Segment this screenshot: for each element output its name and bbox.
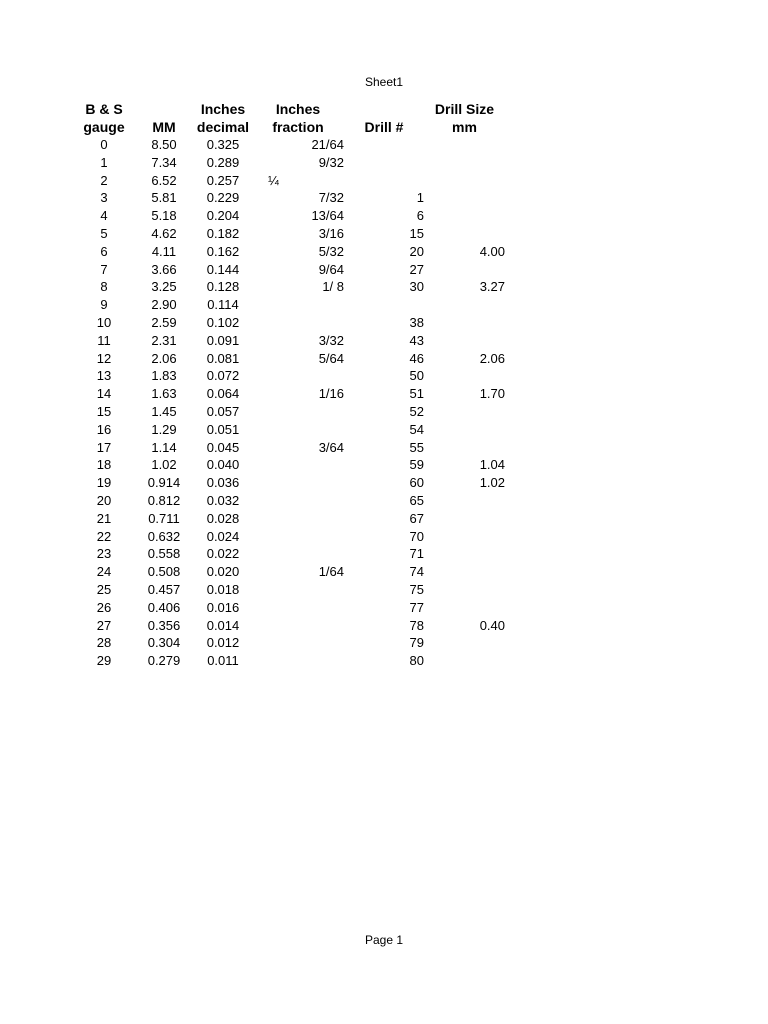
cell-gauge: 16 — [96, 421, 112, 437]
cell-decimal: 0.072 — [206, 368, 240, 384]
table-row — [74, 172, 505, 190]
cell-drill: 6 — [416, 208, 424, 224]
cell-drill-size — [424, 403, 505, 421]
cell-drill-size — [424, 136, 505, 154]
cell-mm: 6.52 — [151, 172, 177, 188]
table-row — [74, 617, 505, 635]
cell-gauge: 25 — [96, 581, 112, 597]
cell-mm: 0.457 — [147, 581, 181, 597]
cell-mm: 1.29 — [151, 421, 177, 437]
cell-fraction: 3/32 — [318, 332, 344, 348]
header-gauge-line2: gauge — [83, 119, 125, 135]
cell-mm: 3.66 — [151, 261, 177, 277]
header-fraction-line2: fraction — [272, 119, 324, 135]
cell-fraction — [252, 617, 344, 635]
cell-gauge: 19 — [96, 475, 112, 491]
cell-mm: 0.914 — [147, 475, 181, 491]
cell-drill: 78 — [409, 617, 424, 633]
cell-fraction — [252, 474, 344, 492]
table-row — [74, 492, 505, 510]
cell-fraction: 3/64 — [318, 439, 344, 455]
cell-fraction: 9/64 — [318, 261, 344, 277]
table-row — [74, 385, 505, 403]
cell-decimal: 0.032 — [206, 492, 240, 508]
cell-drill-size: 1.02 — [479, 475, 505, 491]
cell-drill: 74 — [409, 564, 424, 580]
cell-fraction: ¼ — [268, 172, 279, 188]
cell-drill: 77 — [409, 599, 424, 615]
cell-decimal: 0.012 — [206, 635, 240, 651]
cell-decimal: 0.028 — [206, 510, 240, 526]
cell-drill: 46 — [409, 350, 424, 366]
cell-decimal: 0.024 — [206, 528, 240, 544]
cell-drill-size: 0.40 — [479, 617, 505, 633]
header-fraction — [252, 98, 344, 136]
cell-mm: 2.31 — [151, 332, 177, 348]
cell-fraction — [252, 545, 344, 563]
cell-mm: 0.558 — [147, 546, 181, 562]
header-fraction-line1: Inches — [275, 101, 321, 117]
cell-mm: 0.356 — [147, 617, 181, 633]
cell-fraction — [252, 581, 344, 599]
cell-drill-size — [424, 225, 505, 243]
cell-drill-size — [424, 261, 505, 279]
table-body — [74, 136, 505, 670]
header-drill-line2: Drill # — [364, 119, 404, 135]
cell-mm: 0.711 — [148, 510, 180, 526]
cell-fraction — [252, 296, 344, 314]
gauge-table — [74, 98, 505, 670]
cell-mm: 2.06 — [151, 350, 177, 366]
cell-gauge: 24 — [96, 564, 112, 580]
cell-fraction: 7/32 — [318, 190, 344, 206]
cell-decimal: 0.011 — [207, 653, 239, 669]
cell-mm: 0.632 — [147, 528, 181, 544]
cell-mm: 5.18 — [151, 208, 177, 224]
cell-decimal: 0.182 — [206, 225, 240, 241]
table-row — [74, 136, 505, 154]
cell-drill-size — [424, 189, 505, 207]
table-row — [74, 652, 505, 670]
cell-decimal: 0.102 — [206, 314, 240, 330]
cell-mm: 1.02 — [151, 457, 177, 473]
cell-drill-size — [424, 172, 505, 190]
header-drill-size — [424, 98, 505, 136]
header-decimal-line2: decimal — [196, 119, 250, 135]
cell-mm: 4.62 — [151, 225, 177, 241]
cell-drill — [344, 296, 424, 314]
cell-mm: 0.508 — [147, 564, 181, 580]
table-row — [74, 243, 505, 261]
cell-decimal: 0.257 — [206, 172, 240, 188]
cell-drill-size — [424, 528, 505, 546]
cell-drill: 38 — [409, 314, 424, 330]
cell-decimal: 0.325 — [206, 137, 240, 152]
cell-drill: 67 — [409, 510, 424, 526]
header-mm-line2: MM — [152, 119, 176, 135]
cell-mm: 7.34 — [151, 154, 177, 170]
cell-fraction: 1/ 8 — [322, 279, 344, 295]
cell-decimal: 0.057 — [206, 403, 240, 419]
cell-drill: 52 — [409, 403, 424, 419]
cell-gauge: 14 — [96, 386, 112, 402]
table-row — [74, 439, 505, 457]
cell-decimal: 0.051 — [206, 421, 240, 437]
cell-decimal: 0.229 — [206, 190, 240, 206]
cell-decimal: 0.091 — [206, 332, 240, 348]
cell-drill-size: 4.00 — [479, 243, 505, 259]
cell-gauge: 18 — [96, 457, 112, 473]
table-row — [74, 261, 505, 279]
cell-fraction — [252, 652, 344, 670]
cell-drill-size — [424, 332, 505, 350]
cell-mm: 0.304 — [147, 635, 181, 651]
table-row — [74, 367, 505, 385]
table-row — [74, 332, 505, 350]
table-row — [74, 314, 505, 332]
cell-fraction: 1/64 — [318, 564, 344, 580]
cell-drill: 80 — [409, 653, 424, 669]
cell-decimal: 0.014 — [206, 617, 240, 633]
cell-fraction — [252, 634, 344, 652]
cell-drill: 60 — [409, 475, 424, 491]
table-row — [74, 510, 505, 528]
cell-drill: 50 — [409, 368, 424, 384]
cell-drill-size — [424, 634, 505, 652]
cell-drill — [344, 136, 424, 154]
table-row — [74, 350, 505, 368]
cell-fraction — [252, 367, 344, 385]
cell-drill-size — [424, 154, 505, 172]
page-number: Page 1 — [364, 933, 404, 947]
table-row — [74, 634, 505, 652]
cell-mm: 1.63 — [151, 386, 177, 402]
cell-drill-size — [424, 545, 505, 563]
table-row — [74, 563, 505, 581]
header-mm — [134, 98, 194, 136]
cell-fraction: 3/16 — [318, 225, 344, 241]
header-drill-size-line1: Drill Size — [434, 101, 495, 117]
table-header — [74, 98, 505, 136]
cell-drill-size — [424, 492, 505, 510]
cell-mm: 0.406 — [147, 599, 181, 615]
cell-mm: 5.81 — [151, 190, 177, 206]
cell-gauge: 23 — [96, 546, 112, 562]
cell-drill: 43 — [409, 332, 424, 348]
cell-drill-size — [424, 599, 505, 617]
cell-drill — [344, 154, 424, 172]
table-row — [74, 225, 505, 243]
cell-drill-size — [424, 314, 505, 332]
cell-mm: 3.25 — [151, 279, 177, 295]
table-row — [74, 421, 505, 439]
cell-drill-size — [424, 510, 505, 528]
cell-drill-size: 1.70 — [479, 386, 505, 402]
table-row — [74, 278, 505, 296]
cell-decimal: 0.022 — [206, 546, 240, 562]
cell-gauge: 9 — [100, 297, 108, 313]
cell-decimal: 0.045 — [206, 439, 240, 455]
cell-gauge: 3 — [100, 190, 108, 206]
cell-mm: 1.14 — [151, 439, 177, 455]
table-row — [74, 296, 505, 314]
cell-fraction: 9/32 — [318, 154, 344, 170]
cell-decimal: 0.289 — [206, 154, 240, 170]
cell-drill-size — [424, 367, 505, 385]
cell-fraction — [252, 403, 344, 421]
table-row — [74, 456, 505, 474]
cell-decimal: 0.114 — [207, 297, 239, 313]
cell-gauge: 29 — [96, 653, 112, 669]
cell-decimal: 0.064 — [206, 386, 240, 402]
cell-gauge: 0 — [100, 137, 108, 152]
cell-drill-size: 3.27 — [479, 279, 505, 295]
cell-fraction — [252, 599, 344, 617]
cell-gauge: 21 — [96, 510, 112, 526]
cell-decimal: 0.020 — [206, 564, 240, 580]
cell-decimal: 0.081 — [206, 350, 240, 366]
cell-gauge: 13 — [96, 368, 112, 384]
cell-mm: 4.11 — [151, 243, 177, 259]
cell-decimal: 0.144 — [206, 261, 240, 277]
cell-gauge: 6 — [100, 243, 108, 259]
cell-drill — [344, 172, 424, 190]
cell-drill: 1 — [416, 190, 424, 206]
cell-mm: 0.279 — [147, 653, 181, 669]
cell-gauge: 27 — [96, 617, 112, 633]
cell-mm: 0.812 — [147, 492, 181, 508]
cell-drill: 70 — [409, 528, 424, 544]
cell-decimal: 0.016 — [206, 599, 240, 615]
cell-gauge: 8 — [100, 279, 108, 295]
cell-drill: 75 — [409, 581, 424, 597]
header-decimal — [194, 98, 252, 136]
cell-fraction: 5/32 — [318, 243, 344, 259]
cell-gauge: 4 — [100, 208, 108, 224]
cell-decimal: 0.018 — [206, 581, 240, 597]
cell-drill: 65 — [409, 492, 424, 508]
table-row — [74, 528, 505, 546]
cell-gauge: 7 — [100, 261, 108, 277]
cell-fraction — [252, 456, 344, 474]
cell-drill-size — [424, 296, 505, 314]
cell-drill-size: 2.06 — [479, 350, 505, 366]
sheet-title: Sheet1 — [364, 75, 404, 89]
cell-drill: 30 — [409, 279, 424, 295]
cell-drill: 54 — [409, 421, 424, 437]
cell-drill-size — [424, 421, 505, 439]
cell-drill: 15 — [409, 225, 424, 241]
cell-mm: 8.50 — [151, 137, 177, 152]
header-drill — [344, 98, 424, 136]
cell-drill: 59 — [409, 457, 424, 473]
cell-gauge: 20 — [96, 492, 112, 508]
cell-fraction: 21/64 — [311, 137, 344, 152]
cell-gauge: 22 — [96, 528, 112, 544]
cell-fraction — [252, 492, 344, 510]
cell-drill-size — [424, 563, 505, 581]
header-decimal-line1: Inches — [200, 101, 246, 117]
cell-gauge: 26 — [96, 599, 112, 615]
table-row — [74, 207, 505, 225]
cell-decimal: 0.040 — [206, 457, 240, 473]
table-row — [74, 545, 505, 563]
header-row — [74, 98, 505, 136]
cell-gauge: 28 — [96, 635, 112, 651]
table-row — [74, 474, 505, 492]
cell-drill-size — [424, 207, 505, 225]
cell-drill: 27 — [409, 261, 424, 277]
cell-fraction — [252, 528, 344, 546]
table-row — [74, 189, 505, 207]
table-row — [74, 581, 505, 599]
cell-fraction: 5/64 — [318, 350, 344, 366]
cell-mm: 1.83 — [151, 368, 177, 384]
cell-fraction — [252, 510, 344, 528]
cell-gauge: 5 — [100, 225, 108, 241]
cell-fraction: 1/16 — [318, 386, 344, 402]
cell-drill-size — [424, 652, 505, 670]
cell-gauge: 15 — [96, 403, 112, 419]
cell-decimal: 0.036 — [206, 475, 240, 491]
cell-drill: 51 — [409, 386, 424, 402]
cell-decimal: 0.128 — [206, 279, 240, 295]
cell-mm: 2.90 — [151, 297, 177, 313]
cell-fraction — [252, 314, 344, 332]
cell-gauge: 1 — [100, 154, 108, 170]
cell-drill-size — [424, 439, 505, 457]
cell-mm: 1.45 — [151, 403, 177, 419]
header-gauge-line1: B & S — [85, 101, 123, 117]
cell-gauge: 17 — [96, 439, 112, 455]
header-gauge — [74, 98, 134, 136]
cell-drill-size: 1.04 — [479, 457, 505, 473]
cell-decimal: 0.204 — [206, 208, 240, 224]
cell-fraction — [252, 421, 344, 439]
cell-gauge: 12 — [96, 350, 112, 366]
cell-drill: 20 — [409, 243, 424, 259]
cell-gauge: 11 — [97, 332, 111, 348]
table-row — [74, 403, 505, 421]
cell-drill-size — [424, 581, 505, 599]
table-row — [74, 599, 505, 617]
table-row — [74, 154, 505, 172]
cell-drill: 71 — [409, 546, 424, 562]
cell-fraction: 13/64 — [311, 208, 344, 224]
cell-drill: 79 — [409, 635, 424, 651]
cell-drill: 55 — [409, 439, 424, 455]
cell-mm: 2.59 — [151, 314, 177, 330]
header-drill-size-line2: mm — [452, 119, 477, 135]
cell-decimal: 0.162 — [206, 243, 240, 259]
cell-gauge: 2 — [100, 172, 108, 188]
cell-gauge: 10 — [96, 314, 112, 330]
